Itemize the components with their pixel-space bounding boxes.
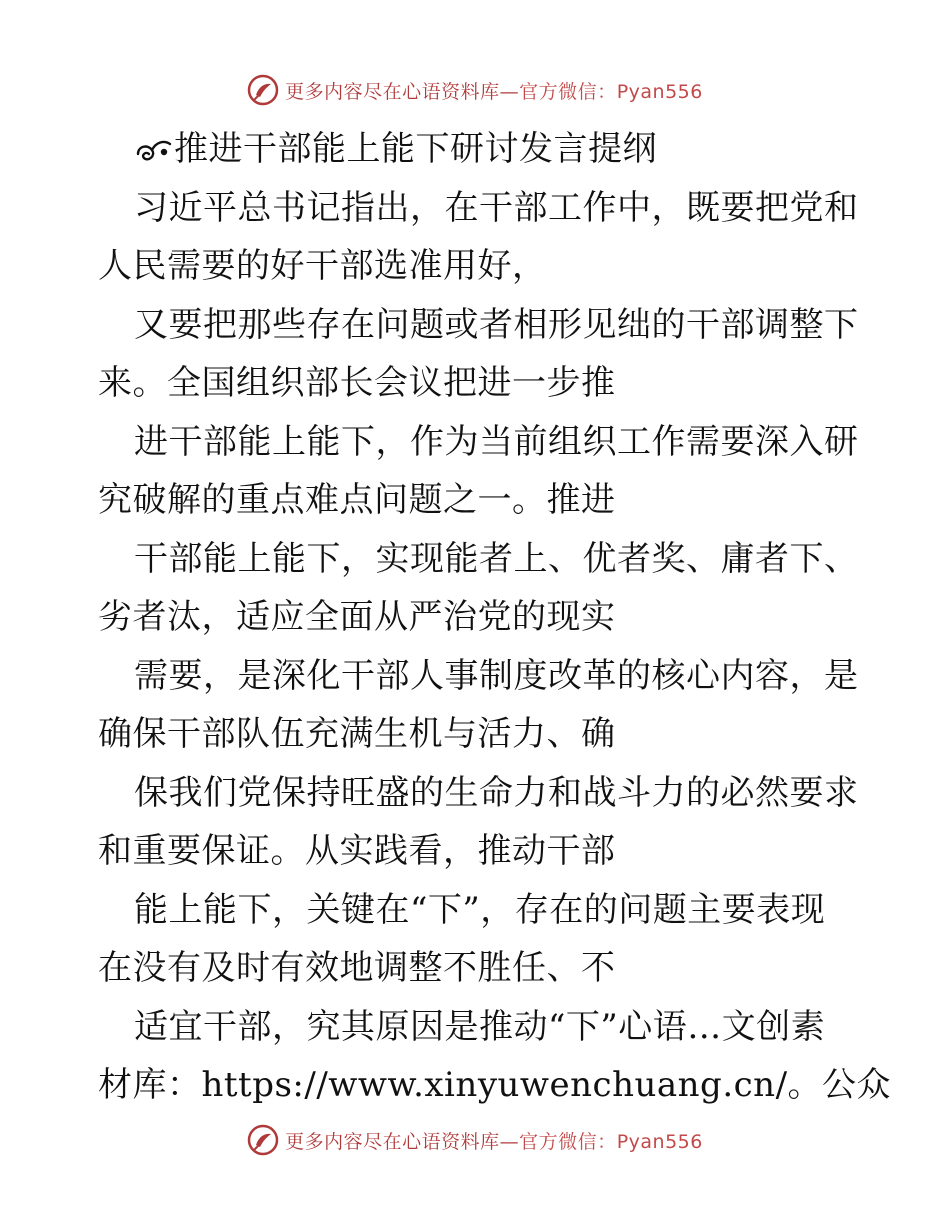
banner-wechat-id: Pyan556	[616, 1130, 703, 1153]
paragraph-line: 确保干部队伍充满生机与活力、确	[98, 714, 616, 754]
paragraph-line: 人民需要的好干部选准用好，	[98, 246, 547, 286]
banner-site-name: 更多内容尽在心语资料库	[285, 80, 500, 103]
paragraph-line: 进干部能上能下，作为当前组织工作需要深入研	[134, 421, 859, 462]
paragraph-line: 又要把那些存在问题或者相形见绌的干部调整下	[134, 304, 859, 345]
banner-dash: —	[499, 1130, 520, 1153]
banner-wechat-id: Pyan556	[616, 80, 703, 103]
document-lines	[98, 179, 892, 1115]
paragraph-line: 劣者汰，适应全面从严治党的现实	[98, 597, 616, 637]
paragraph-line: 究破解的重点难点问题之一。推进	[98, 480, 616, 520]
logo-icon	[247, 1124, 279, 1156]
banner-wechat-label: 官方微信：	[519, 1130, 617, 1153]
paragraph-line: 习近平总书记指出，在干部工作中，既要把党和	[134, 187, 859, 228]
paragraph-line: 需要，是深化干部人事制度改革的核心内容，是	[134, 655, 859, 696]
header-banner	[0, 70, 950, 110]
paragraph-line: 适宜干部，究其原因是推动“下”心语…文创素	[134, 1006, 826, 1047]
paragraph-line: 和重要保证。从实践看，推动干部	[98, 831, 616, 871]
logo-icon	[247, 74, 279, 106]
banner-wechat-label: 官方微信：	[519, 80, 617, 103]
footer-banner	[0, 1120, 950, 1160]
banner-dash: —	[499, 80, 520, 103]
paragraph-line: 材库：https://www.xinyuwenchuang.cn/。公众	[98, 1065, 892, 1105]
document-body	[98, 120, 892, 1115]
paragraph-line: 保我们党保持旺盛的生命力和战斗力的必然要求	[134, 772, 859, 813]
paragraph-line: 能上能下，关键在“下”，存在的问题主要表现	[134, 889, 826, 930]
paragraph-line: 来。全国组织部长会议把进一步推	[98, 363, 616, 403]
flourish-icon	[134, 132, 174, 166]
paragraph-line: 在没有及时有效地调整不胜任、不	[98, 948, 616, 988]
document-title: 推进干部能上能下研讨发言提纲	[174, 129, 657, 169]
paragraph-line: 干部能上能下，实现能者上、优者奖、庸者下、	[134, 538, 859, 579]
banner-site-name: 更多内容尽在心语资料库	[285, 1130, 500, 1153]
document-title-line	[98, 120, 858, 179]
